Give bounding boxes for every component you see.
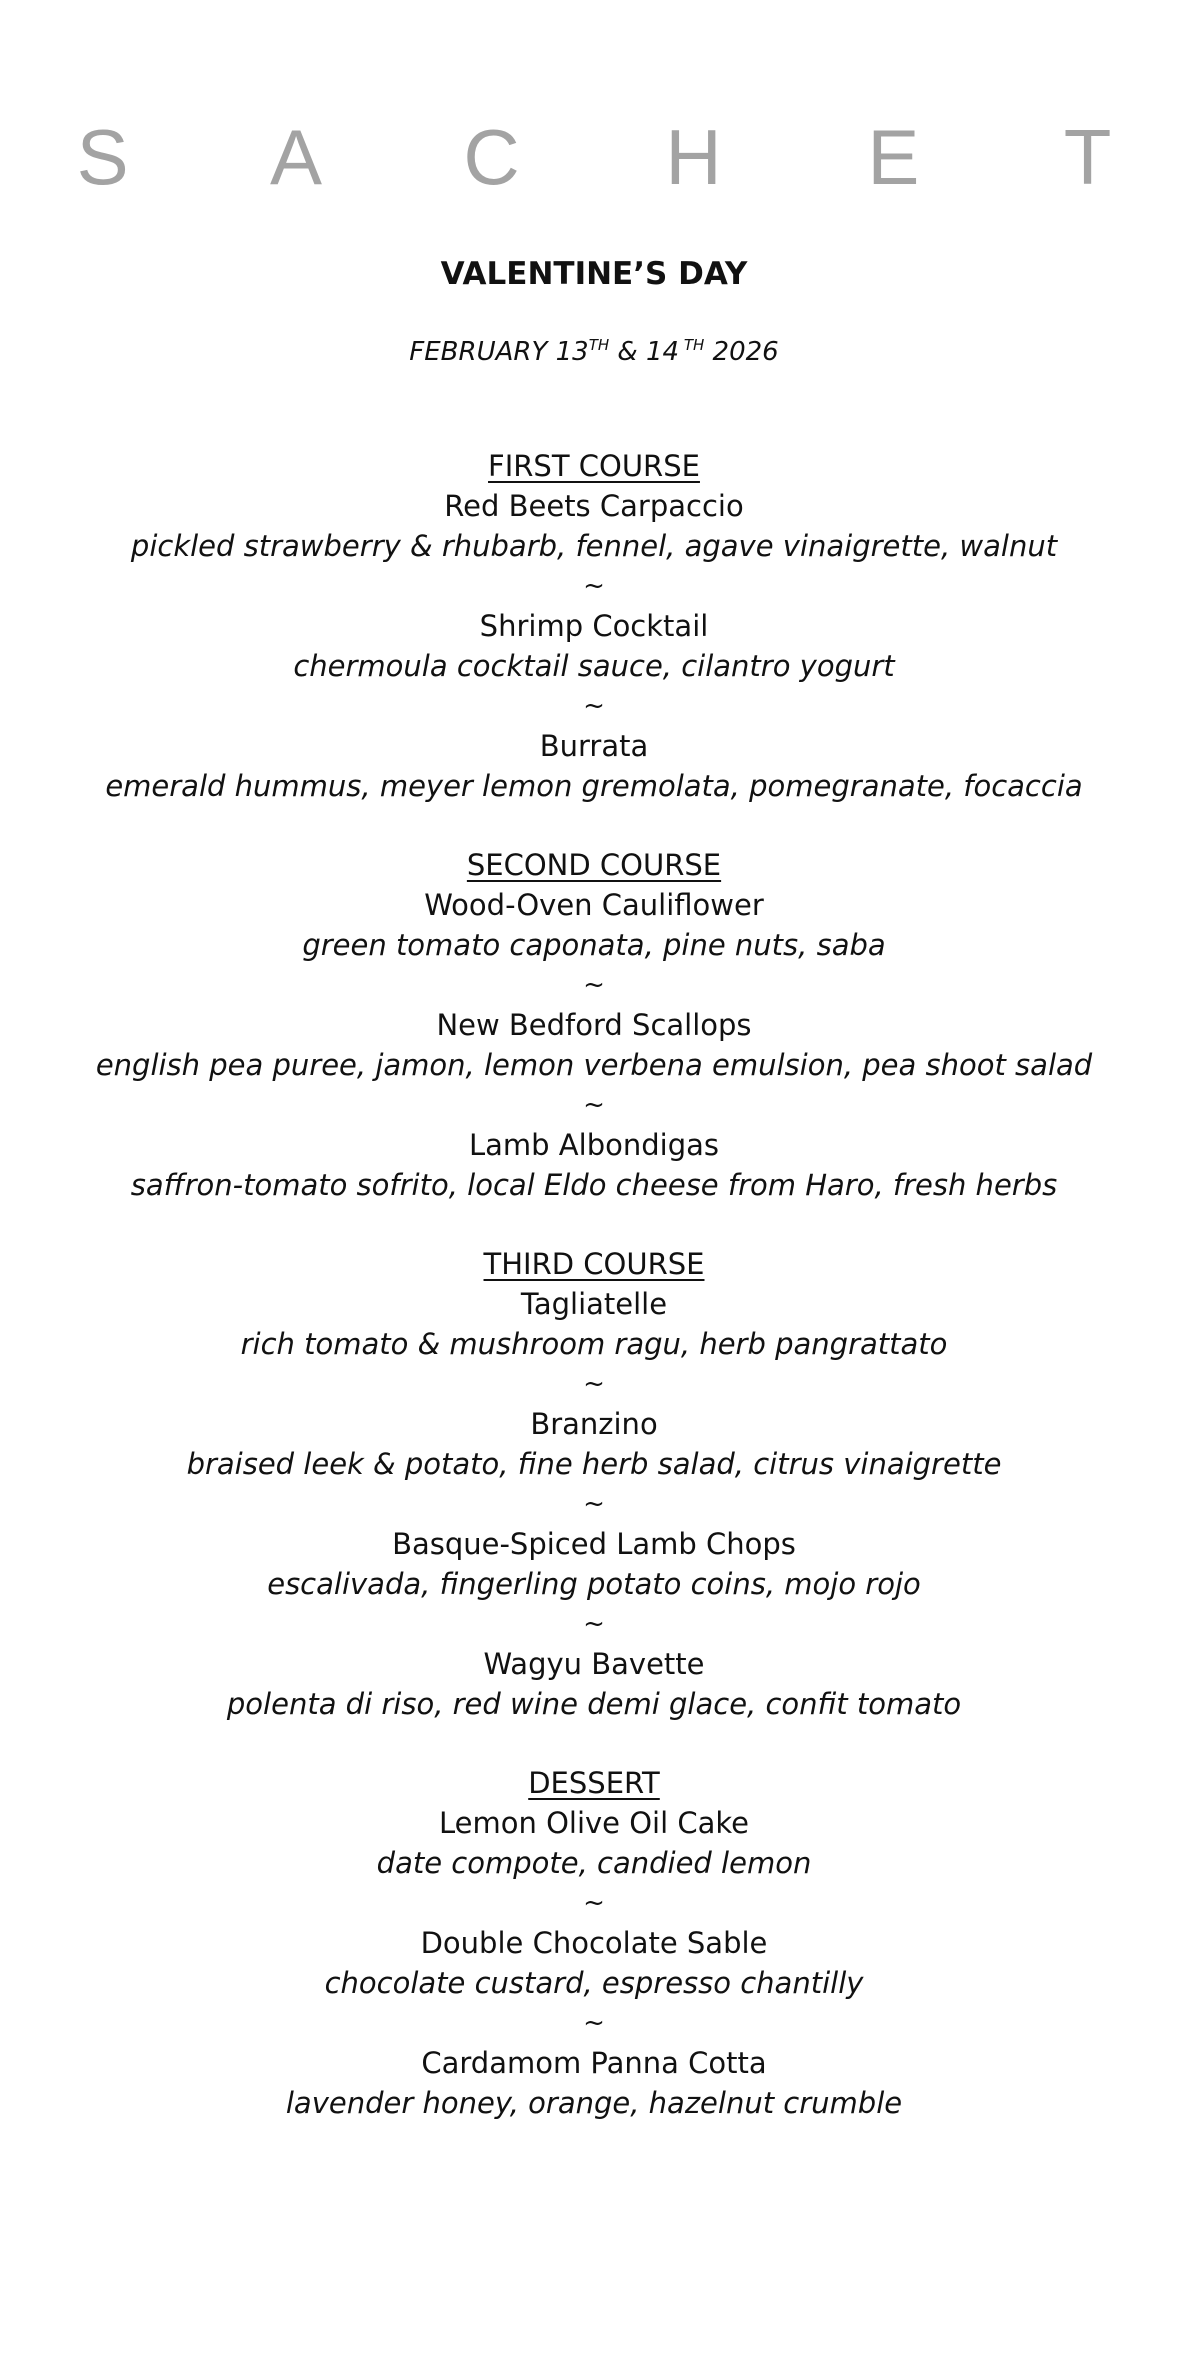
dish-description: rich tomato & mushroom ragu, herb pangrattato	[240, 1327, 948, 1361]
dish-name: Wood-Oven Cauliflower	[424, 888, 764, 922]
course-first	[0, 446, 1188, 806]
course-heading: FIRST COURSE	[488, 449, 700, 483]
event-date-part: & 14	[609, 337, 680, 367]
dish-name: Red Beets Carpaccio	[444, 489, 744, 523]
dish-name: Double Chocolate Sable	[420, 1926, 768, 1960]
dish-separator: ~	[583, 1090, 605, 1120]
dish-description: escalivada, fingerling potato coins, mojo rojo	[267, 1567, 921, 1601]
dish-name: Burrata	[539, 729, 649, 763]
dish-name: Basque-Spiced Lamb Chops	[392, 1527, 796, 1561]
brand-logo: S A C H E T	[76, 113, 1174, 201]
event-date-part: 2026	[704, 337, 779, 367]
course-heading: THIRD COURSE	[483, 1247, 705, 1281]
dish-name: New Bedford Scallops	[436, 1008, 752, 1042]
event-date-part: FEBRUARY 13	[409, 337, 589, 367]
dish-description: emerald hummus, meyer lemon gremolata, pomegranate, focaccia	[105, 769, 1083, 803]
dish-name: Tagliatelle	[520, 1287, 668, 1321]
dish-name: Branzino	[530, 1407, 658, 1441]
dish-name: Wagyu Bavette	[483, 1647, 705, 1681]
dish-separator: ~	[583, 691, 605, 721]
dish-description: date compote, candied lemon	[376, 1846, 812, 1880]
dish-separator: ~	[583, 571, 605, 601]
dish-separator: ~	[583, 1888, 605, 1918]
dish-description: english pea puree, jamon, lemon verbena emulsion, pea shoot salad	[95, 1048, 1093, 1082]
event-date-suffix: TH	[588, 336, 610, 354]
dish-separator: ~	[583, 2008, 605, 2038]
event-title: VALENTINE’S DAY	[440, 256, 748, 292]
dish-separator: ~	[583, 1489, 605, 1519]
course-second	[0, 845, 1188, 1205]
course-dessert	[0, 1763, 1188, 2123]
dish-name: Lamb Albondigas	[469, 1128, 719, 1162]
dish-separator: ~	[583, 1369, 605, 1399]
dish-name: Cardamom Panna Cotta	[421, 2046, 767, 2080]
dish-separator: ~	[583, 1609, 605, 1639]
dish-description: green tomato caponata, pine nuts, saba	[302, 928, 886, 962]
event-date-suffix: TH	[679, 336, 705, 354]
dish-description: pickled strawberry & rhubarb, fennel, agave vinaigrette, walnut	[130, 529, 1058, 563]
course-heading: SECOND COURSE	[466, 848, 722, 882]
dish-description: braised leek & potato, fine herb salad, citrus vinaigrette	[186, 1447, 1002, 1481]
course-third	[0, 1244, 1188, 1724]
dish-name: Shrimp Cocktail	[479, 609, 709, 643]
event-date	[0, 332, 1188, 372]
dish-name: Lemon Olive Oil Cake	[438, 1806, 750, 1840]
dish-separator: ~	[583, 970, 605, 1000]
menu-courses	[0, 446, 1188, 2162]
dish-description: chermoula cocktail sauce, cilantro yogurt	[293, 649, 895, 683]
dish-description: lavender honey, orange, hazelnut crumble	[285, 2086, 903, 2120]
dish-description: saffron-tomato sofrito, local Eldo cheese from Haro, fresh herbs	[130, 1168, 1058, 1202]
dish-description: chocolate custard, espresso chantilly	[324, 1966, 864, 2000]
dish-description: polenta di riso, red wine demi glace, confit tomato	[226, 1687, 962, 1721]
course-heading: DESSERT	[528, 1766, 660, 1800]
